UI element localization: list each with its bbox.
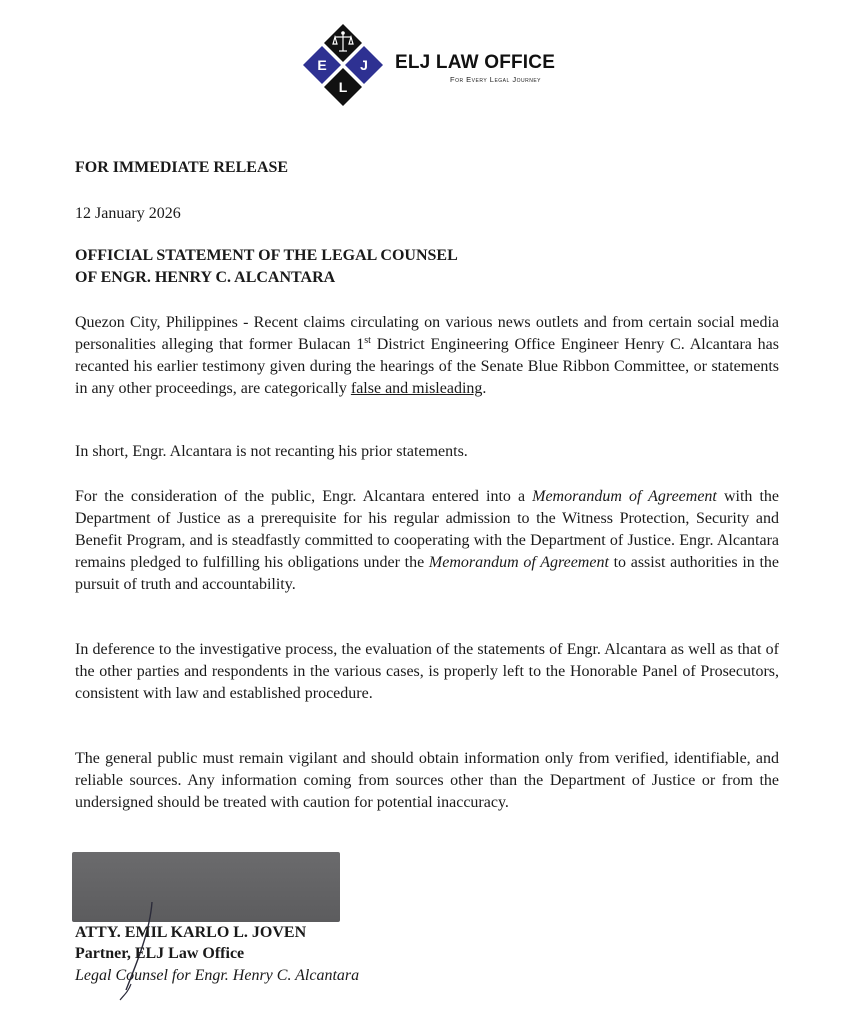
release-date: 12 January 2026 xyxy=(75,205,181,222)
paragraph-2: In short, Engr. Alcantara is not recanting his prior statements. xyxy=(75,443,468,460)
memorandum-reference-1: Memorandum of Agreement xyxy=(532,488,717,505)
signatory-counsel-for: Legal Counsel for Engr. Henry C. Alcantara xyxy=(75,967,360,984)
logo-letter-l: L xyxy=(338,79,348,95)
paragraph-3-text-a: For the consideration of the public, Engr. Alcantara entered into a xyxy=(75,488,533,505)
underlined-phrase: false and misleading xyxy=(350,380,483,397)
release-label: FOR IMMEDIATE RELEASE xyxy=(75,159,289,176)
paragraph-1 xyxy=(75,312,779,400)
paragraph-5: The general public must remain vigilant and should obtain information only from verified, identifiable, and reliable sources. Any information coming from sources other than the Department of Justice or from the undersigned should be treated with caution for potential inaccuracy. xyxy=(75,750,779,811)
firm-tagline: For Every Legal Journey xyxy=(450,75,542,84)
statement-title-line-1: OFFICIAL STATEMENT OF THE LEGAL COUNSEL xyxy=(75,247,458,264)
paragraph-3-text-c: to assist authorities in the pursuit of truth and accountability. xyxy=(75,554,779,593)
redacted-signature xyxy=(72,852,340,922)
memorandum-reference-2: Memorandum of Agreement xyxy=(428,554,609,571)
paragraph-1-end: . xyxy=(482,380,487,397)
elj-logo xyxy=(300,22,386,114)
paragraph-4: In deference to the investigative process, the evaluation of the statements of Engr. Alcantara as well as that of the other parties and respondents in the various cases, is properly left to the Honorable Panel of Prosecutors, consistent with law and established procedure. xyxy=(75,641,779,702)
paragraph-1-text-a: Quezon City, Philippines - Recent claims circulating on various news outlets and from certain social media personalities alleging that former Bulacan 1 xyxy=(75,314,779,353)
ordinal-superscript: st xyxy=(364,335,371,346)
logo-letter-j: J xyxy=(360,57,368,73)
paragraph-3 xyxy=(75,486,779,596)
signatory-role: Partner, ELJ Law Office xyxy=(75,945,245,962)
paragraph-3-text-b: with the Department of Justice as a prerequisite for his regular admission to the Witness Protection, Security and Benefit Program, and is steadfastly committed to cooperating with the Department of Justice. Engr. Alcantara remains pledged to fulfilling his obligations under the xyxy=(75,488,779,571)
letterhead xyxy=(300,22,580,114)
firm-name: ELJ LAW OFFICE xyxy=(395,52,556,73)
logo-letter-e: E xyxy=(317,57,327,73)
paragraph-1-text-b: District Engineering Office Engineer Henry C. Alcantara has recanted his earlier testimony given during the hearings of the Senate Blue Ribbon Committee, or statements in any other proceedings, are categorically xyxy=(75,336,779,397)
statement-title xyxy=(75,245,779,289)
statement-title-line-2: OF ENGR. HENRY C. ALCANTARA xyxy=(75,269,336,286)
signatory-name: ATTY. EMIL KARLO L. JOVEN xyxy=(75,924,307,941)
